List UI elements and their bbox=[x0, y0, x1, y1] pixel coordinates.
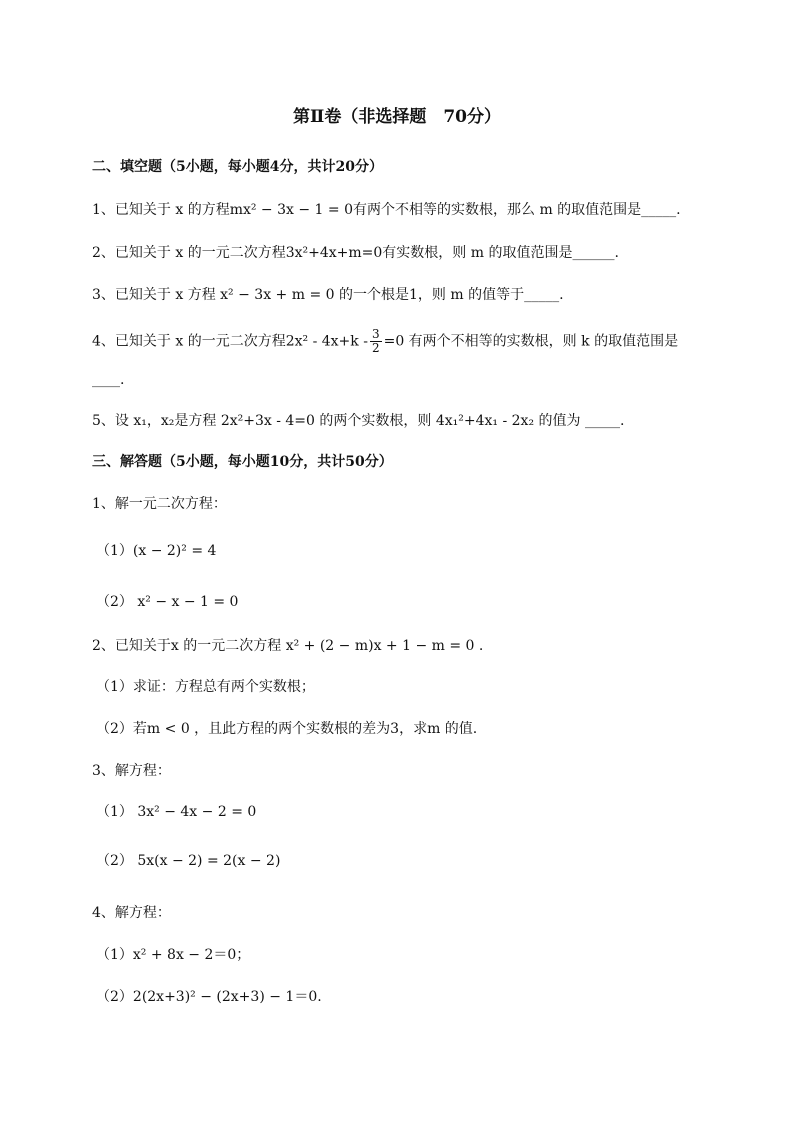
fraction-denominator: 2 bbox=[371, 341, 380, 355]
section-solve-heading: 三、解答题（5小题，每小题10分，共计50分） bbox=[92, 454, 393, 470]
solve-problem-1-part-1: （1）(x − 2)² = 4 bbox=[96, 543, 217, 559]
solve-problem-3-part-2: （2） 5x(x − 2) = 2(x − 2) bbox=[96, 853, 281, 869]
solve-problem-4: 4、解方程： bbox=[92, 905, 171, 921]
solve-problem-2: 2、已知关于x 的一元二次方程 x² + (2 − m)x + 1 − m = 0 . bbox=[92, 638, 484, 654]
fill-question-3: 3、已知关于 x 方程 x² − 3x + m = 0 的一个根是1，则 m 的值等于_____. bbox=[92, 287, 564, 303]
solve-problem-1-part-2: （2） x² − x − 1 = 0 bbox=[96, 594, 239, 610]
fill-question-4-text-start: 4、已知关于 x 的一元二次方程2x² - 4x+k - bbox=[92, 333, 368, 350]
solve-problem-1: 1、解一元二次方程： bbox=[92, 496, 227, 512]
fraction-numerator: 3 bbox=[371, 327, 380, 341]
solve-problem-3: 3、解方程： bbox=[92, 763, 171, 779]
solve-problem-4-part-1: （1）x² + 8x − 2＝0； bbox=[96, 947, 251, 963]
solve-problem-2-part-1: （1）求证：方程总有两个实数根； bbox=[96, 679, 315, 695]
fill-question-4 bbox=[92, 328, 678, 355]
section-fill-in-heading: 二、填空题（5小题，每小题4分，共计20分） bbox=[92, 159, 383, 175]
fill-question-2: 2、已知关于 x 的一元二次方程3x²+4x+m=0有实数根，则 m 的取值范围是______. bbox=[92, 245, 619, 261]
fill-question-1: 1、已知关于 x 的方程mx² − 3x − 1 = 0有两个不相等的实数根，那么 m 的取值范围是_____. bbox=[92, 202, 681, 218]
solve-problem-3-part-1: （1） 3x² − 4x − 2 = 0 bbox=[96, 804, 257, 820]
fraction-three-halves bbox=[370, 328, 382, 355]
solve-problem-4-part-2: （2）2(2x+3)² − (2x+3) − 1＝0. bbox=[96, 989, 322, 1005]
fill-question-5: 5、设 x₁，x₂是方程 2x²+3x - 4=0 的两个实数根，则 4x₁²+4x₁ - 2x₂ 的值为 _____. bbox=[92, 413, 625, 429]
page-title: 第Ⅱ卷（非选择题 70分） bbox=[293, 107, 501, 127]
fill-question-4-text-end: =0 有两个不相等的实数根，则 k 的取值范围是 bbox=[383, 333, 679, 350]
fill-question-4-continuation: ____. bbox=[92, 372, 125, 388]
solve-problem-2-part-2: （2）若m < 0 ，且此方程的两个实数根的差为3，求m 的值. bbox=[96, 721, 478, 737]
